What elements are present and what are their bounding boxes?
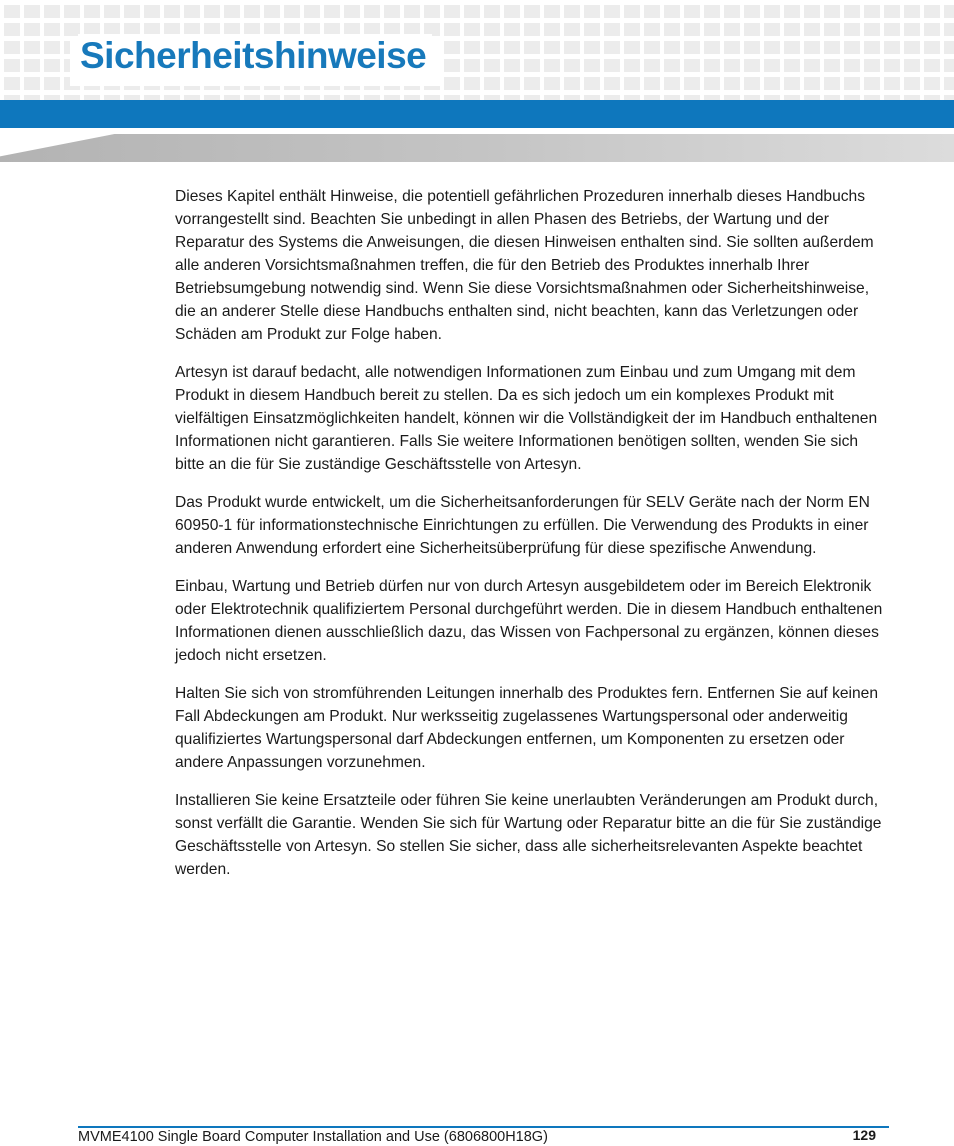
paragraph-modifications: Installieren Sie keine Ersatzteile oder führen Sie keine unerlaubten Veränderungen am Produkt durch, sonst verfällt die Garantie. Wenden Sie sich für Wartung oder Reparatur bitte an die für Sie zuständige Geschäftsstelle von Artesyn. So stellen Sie sicher, dass alle sicherheitsrelevanten Aspekte beachtet werden. [175, 792, 882, 878]
page-number: 129 [852, 1127, 876, 1143]
paragraph-selv: Das Produkt wurde entwickelt, um die Sicherheitsanforderungen für SELV Geräte nach der Norm EN 60950-1 für informationstechnische Einrichtungen zu erfüllen. Die Verwendung des Produkts in einer anderen Anwendung erfordert eine Sicherheitsüberprüfung für diese spezifische Anwendung. [175, 494, 870, 557]
paragraph-personnel: Einbau, Wartung und Betrieb dürfen nur von durch Artesyn ausgebildetem oder im Bereich Elektronik oder Elektrotechnik qualifiziertem Personal durchgeführt werden. Die in diesem Handbuch enthaltenen Informationen dienen ausschließlich dazu, das Wissen von Fachpersonal zu ergänzen, können dieses jedoch nicht ersetzen. [175, 578, 883, 664]
page-title: Sicherheitshinweise [78, 34, 432, 79]
header-blue-band [0, 100, 954, 128]
paragraph-live-circuits: Halten Sie sich von stromführenden Leitungen innerhalb des Produktes fern. Entfernen Sie auf keinen Fall Abdeckungen am Produkt. Nur werksseitig zugelassenes Wartungspersonal oder anderweitig qualifiziertes Wartungspersonal darf Abdeckungen entfernen, um Komponenten zu ersetzen oder andere Anpassungen vorzunehmen. [175, 685, 879, 771]
paragraph-information: Artesyn ist darauf bedacht, alle notwendigen Informationen zum Einbau und zum Umgang mit dem Produkt in diesem Handbuch bereit zu stellen. Da es sich jedoch um ein komplexes Produkt mit vielfältigen Einsatzmöglichkeiten handelt, können wir die Vollständigkeit der im Handbuch enthaltenen Informationen nicht garantieren. Falls Sie weitere Informationen benötigen sollten, wenden Sie sich bitte an die für Sie zuständige Geschäftsstelle von Artesyn. [175, 364, 878, 473]
header-gray-wedge [0, 134, 954, 162]
footer-document-title: MVME4100 Single Board Computer Installation and Use (6806800H18G) [78, 1129, 548, 1145]
body-content [175, 185, 885, 896]
paragraph-intro: Dieses Kapitel enthält Hinweise, die potentiell gefährlichen Prozeduren innerhalb dieses Handbuchs vorrangestellt sind. Beachten Sie unbedingt in allen Phasen des Betriebs, der Wartung und der Reparatur des Systems die Anweisungen, die diesen Hinweisen enthalten sind. Sie sollten außerdem alle anderen Vorsichtsmaßnahmen treffen, die für den Betrieb des Produktes innerhalb Ihrer Betriebsumgebung notwendig sind. Wenn Sie diese Vorsichtsmaßnahmen oder Sicherheitshinweise, die an anderer Stelle diese Handbuchs enthalten sind, nicht beachten, kann das Verletzungen oder Schäden am Produkt zur Folge haben. [175, 188, 874, 343]
